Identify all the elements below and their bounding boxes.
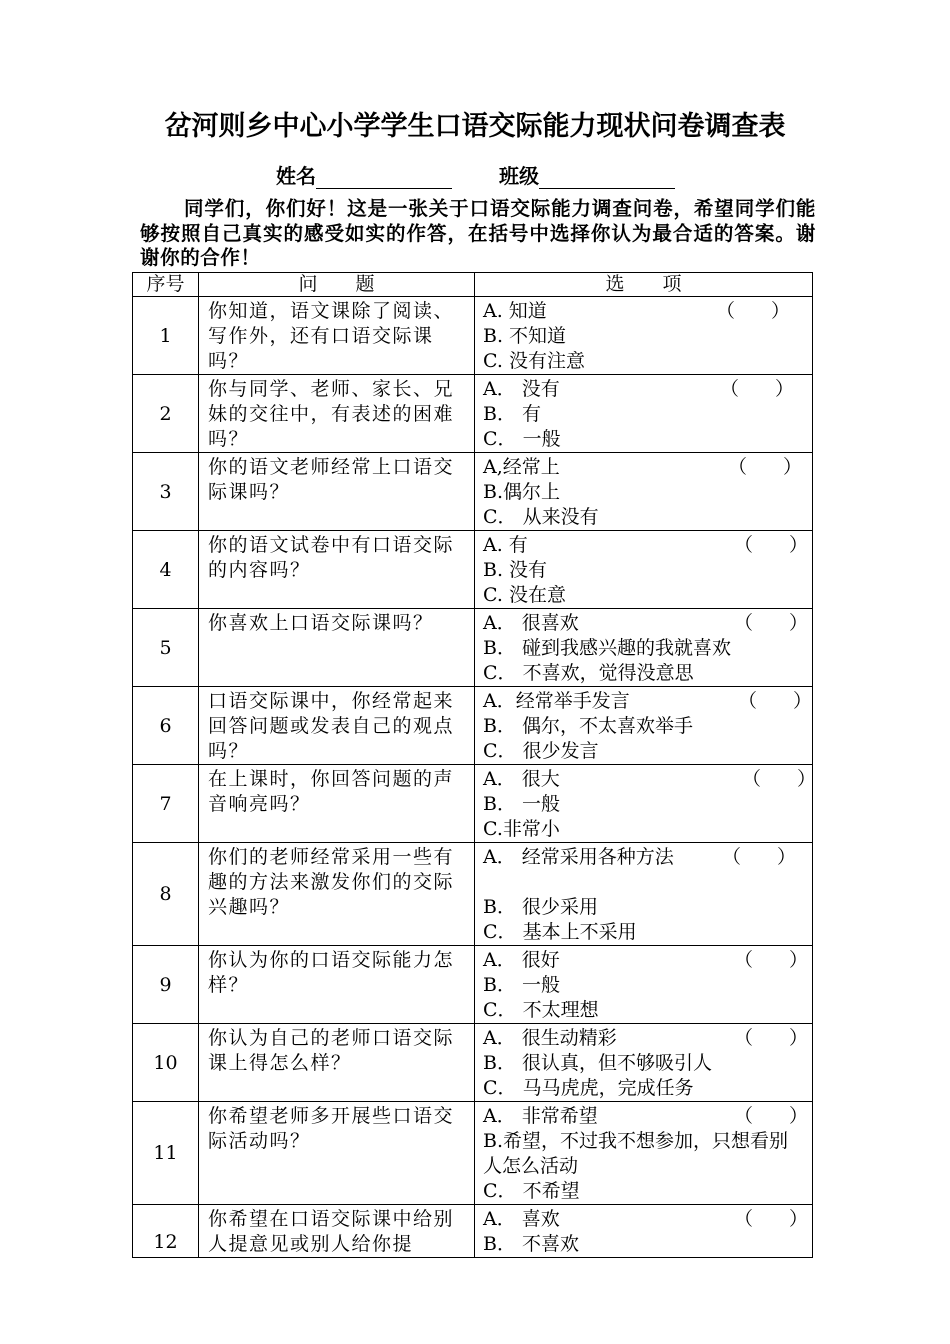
- table-row: [133, 946, 813, 1024]
- paren-open: （: [738, 690, 758, 712]
- answer-parentheses[interactable]: [734, 948, 808, 973]
- option-item: C. 没有注意: [483, 350, 585, 372]
- question-text: 你喜欢上口语交际课吗？: [199, 609, 475, 687]
- answer-parentheses[interactable]: [722, 845, 796, 870]
- question-number: 12: [133, 1205, 199, 1258]
- header-row: [133, 273, 813, 297]
- question-number: 3: [133, 453, 199, 531]
- option-item: A． 喜欢: [483, 1208, 560, 1230]
- option-item: B． 碰到我感兴趣的我就喜欢: [483, 637, 732, 659]
- question-number: 5: [133, 609, 199, 687]
- paren-open: （: [742, 768, 762, 790]
- paren-open: （: [734, 1027, 754, 1049]
- question-text: 你与同学、老师、家长、兄妹的交往中，有表述的困难吗？: [199, 375, 475, 453]
- option-item: A． 很生动精彩: [483, 1027, 617, 1049]
- options-cell: [475, 453, 813, 531]
- table-row: [133, 687, 813, 765]
- question-number: 11: [133, 1102, 199, 1205]
- questionnaire-table: [132, 272, 816, 1258]
- option-item: B． 很认真，但不够吸引人: [483, 1052, 713, 1074]
- table-row: [133, 765, 813, 843]
- question-number: 6: [133, 687, 199, 765]
- paren-close: ）: [788, 534, 808, 556]
- question-number: 9: [133, 946, 199, 1024]
- class-field: [499, 160, 675, 189]
- class-blank[interactable]: [539, 166, 675, 189]
- options-cell: [475, 375, 813, 453]
- paren-close: ）: [774, 378, 794, 400]
- paren-close: ）: [796, 768, 816, 790]
- option-item: B． 一般: [483, 793, 561, 815]
- options-cell: [475, 297, 813, 375]
- paren-open: （: [734, 949, 754, 971]
- header-options: 选 项: [475, 273, 813, 297]
- option-item: C． 不希望: [483, 1180, 580, 1202]
- option-item: C. 没在意: [483, 584, 566, 606]
- answer-parentheses[interactable]: [742, 767, 816, 792]
- option-item: A. 有: [483, 534, 528, 556]
- paren-close: ）: [792, 690, 812, 712]
- paren-open: （: [734, 534, 754, 556]
- option-item: B． 不喜欢: [483, 1233, 580, 1255]
- option-item: B． 很少采用: [483, 896, 599, 918]
- name-blank[interactable]: [316, 166, 452, 189]
- answer-parentheses[interactable]: [728, 455, 802, 480]
- question-text: 你希望老师多开展些口语交际活动吗？: [199, 1102, 475, 1205]
- question-number: 7: [133, 765, 199, 843]
- option-item: A． 很喜欢: [483, 612, 579, 634]
- table-row: [133, 375, 813, 453]
- answer-parentheses[interactable]: [734, 1026, 808, 1051]
- option-item: A,经常上: [483, 456, 560, 478]
- paren-open: （: [720, 378, 740, 400]
- name-label: 姓名: [276, 164, 316, 188]
- question-text: 在上课时，你回答问题的声音响亮吗？: [199, 765, 475, 843]
- table-row: [133, 843, 813, 946]
- paren-close: ）: [770, 300, 790, 322]
- table-row: [133, 1024, 813, 1102]
- options-cell: [475, 687, 813, 765]
- paren-open: （: [722, 846, 742, 868]
- table-row: [133, 531, 813, 609]
- paren-open: （: [734, 1208, 754, 1230]
- paren-close: ）: [788, 1105, 808, 1127]
- option-item: A． 很大: [483, 768, 560, 790]
- option-item: A. 知道: [483, 300, 547, 322]
- answer-parentheses[interactable]: [738, 689, 812, 714]
- option-item: B． 一般: [483, 974, 561, 996]
- answer-parentheses[interactable]: [734, 533, 808, 558]
- paren-open: （: [734, 612, 754, 634]
- option-item: C． 从来没有: [483, 506, 599, 528]
- options-cell: [475, 1102, 813, 1205]
- question-number: 1: [133, 297, 199, 375]
- options-cell: [475, 1205, 813, 1258]
- paren-close: ）: [788, 949, 808, 971]
- option-item: A． 经常采用各种方法: [483, 846, 674, 868]
- answer-parentheses[interactable]: [720, 377, 794, 402]
- paren-open: （: [728, 456, 748, 478]
- table-row: [133, 1102, 813, 1205]
- option-item: B． 偶尔，不太喜欢举手: [483, 715, 694, 737]
- question-text: 你的语文试卷中有口语交际的内容吗？: [199, 531, 475, 609]
- page-title: 岔河则乡中心小学学生口语交际能力现状问卷调查表: [164, 111, 786, 142]
- table-row: [133, 1205, 813, 1258]
- question-number: 8: [133, 843, 199, 946]
- options-cell: [475, 765, 816, 843]
- options-cell: [475, 531, 813, 609]
- paren-close: ）: [788, 1208, 808, 1230]
- header-question: 问 题: [199, 273, 475, 297]
- header-no: 序号: [133, 273, 199, 297]
- option-item: B.偶尔上: [483, 481, 561, 503]
- question-text: 你们的老师经常采用一些有趣的方法来激发你们的交际兴趣吗？: [199, 843, 475, 946]
- paren-close: ）: [782, 456, 802, 478]
- answer-parentheses[interactable]: [716, 299, 790, 324]
- name-field: [276, 160, 452, 189]
- paren-close: ）: [788, 1027, 808, 1049]
- question-text: 你希望在口语交际课中给别人提意见或别人给你提: [199, 1205, 475, 1258]
- option-item: B． 有: [483, 403, 542, 425]
- answer-parentheses[interactable]: [734, 1207, 808, 1232]
- question-number: 10: [133, 1024, 199, 1102]
- option-item: C． 不喜欢，觉得没意思: [483, 662, 694, 684]
- options-cell: [475, 843, 813, 946]
- option-item: B.希望，不过我不想参加，只想看别人怎么活动: [483, 1130, 789, 1177]
- option-item: C.非常小: [483, 818, 560, 840]
- paren-close: ）: [776, 846, 796, 868]
- options-cell: [475, 1024, 813, 1102]
- option-item: C． 基本上不采用: [483, 921, 637, 943]
- options-cell: [475, 609, 813, 687]
- question-text: 你的语文老师经常上口语交际课吗？: [199, 453, 475, 531]
- intro-paragraph: 同学们，你们好！这是一张关于口语交际能力调查问卷，希望同学们能够按照自己真实的感受如实的作答，在括号中选择你认为最合适的答案。谢谢你的合作！: [140, 197, 816, 269]
- paren-open: （: [716, 300, 736, 322]
- option-item: B. 不知道: [483, 325, 567, 347]
- question-text: 你认为自己的老师口语交际课上得怎么样？: [199, 1024, 475, 1102]
- answer-parentheses[interactable]: [734, 611, 808, 636]
- table-row: [133, 453, 813, 531]
- options-cell: [475, 946, 813, 1024]
- option-item: C． 一般: [483, 428, 561, 450]
- class-label: 班级: [499, 164, 539, 188]
- option-item: B. 没有: [483, 559, 548, 581]
- option-item: A．经常举手发言: [483, 690, 630, 712]
- table-row: [133, 297, 813, 375]
- option-item: A． 非常希望: [483, 1105, 598, 1127]
- paren-close: ）: [788, 612, 808, 634]
- question-number: 4: [133, 531, 199, 609]
- option-item: C． 不太理想: [483, 999, 599, 1021]
- question-text: 口语交际课中，你经常起来回答问题或发表自己的观点吗？: [199, 687, 475, 765]
- option-item: C． 马马虎虎，完成任务: [483, 1077, 694, 1099]
- question-text: 你知道，语文课除了阅读、写作外，还有口语交际课吗？: [199, 297, 475, 375]
- question-number: 2: [133, 375, 199, 453]
- paren-open: （: [734, 1105, 754, 1127]
- option-item: A． 很好: [483, 949, 560, 971]
- answer-parentheses[interactable]: [734, 1104, 808, 1129]
- option-item: A． 没有: [483, 378, 560, 400]
- question-text: 你认为你的口语交际能力怎样？: [199, 946, 475, 1024]
- table-row: [133, 609, 813, 687]
- option-item: C． 很少发言: [483, 740, 599, 762]
